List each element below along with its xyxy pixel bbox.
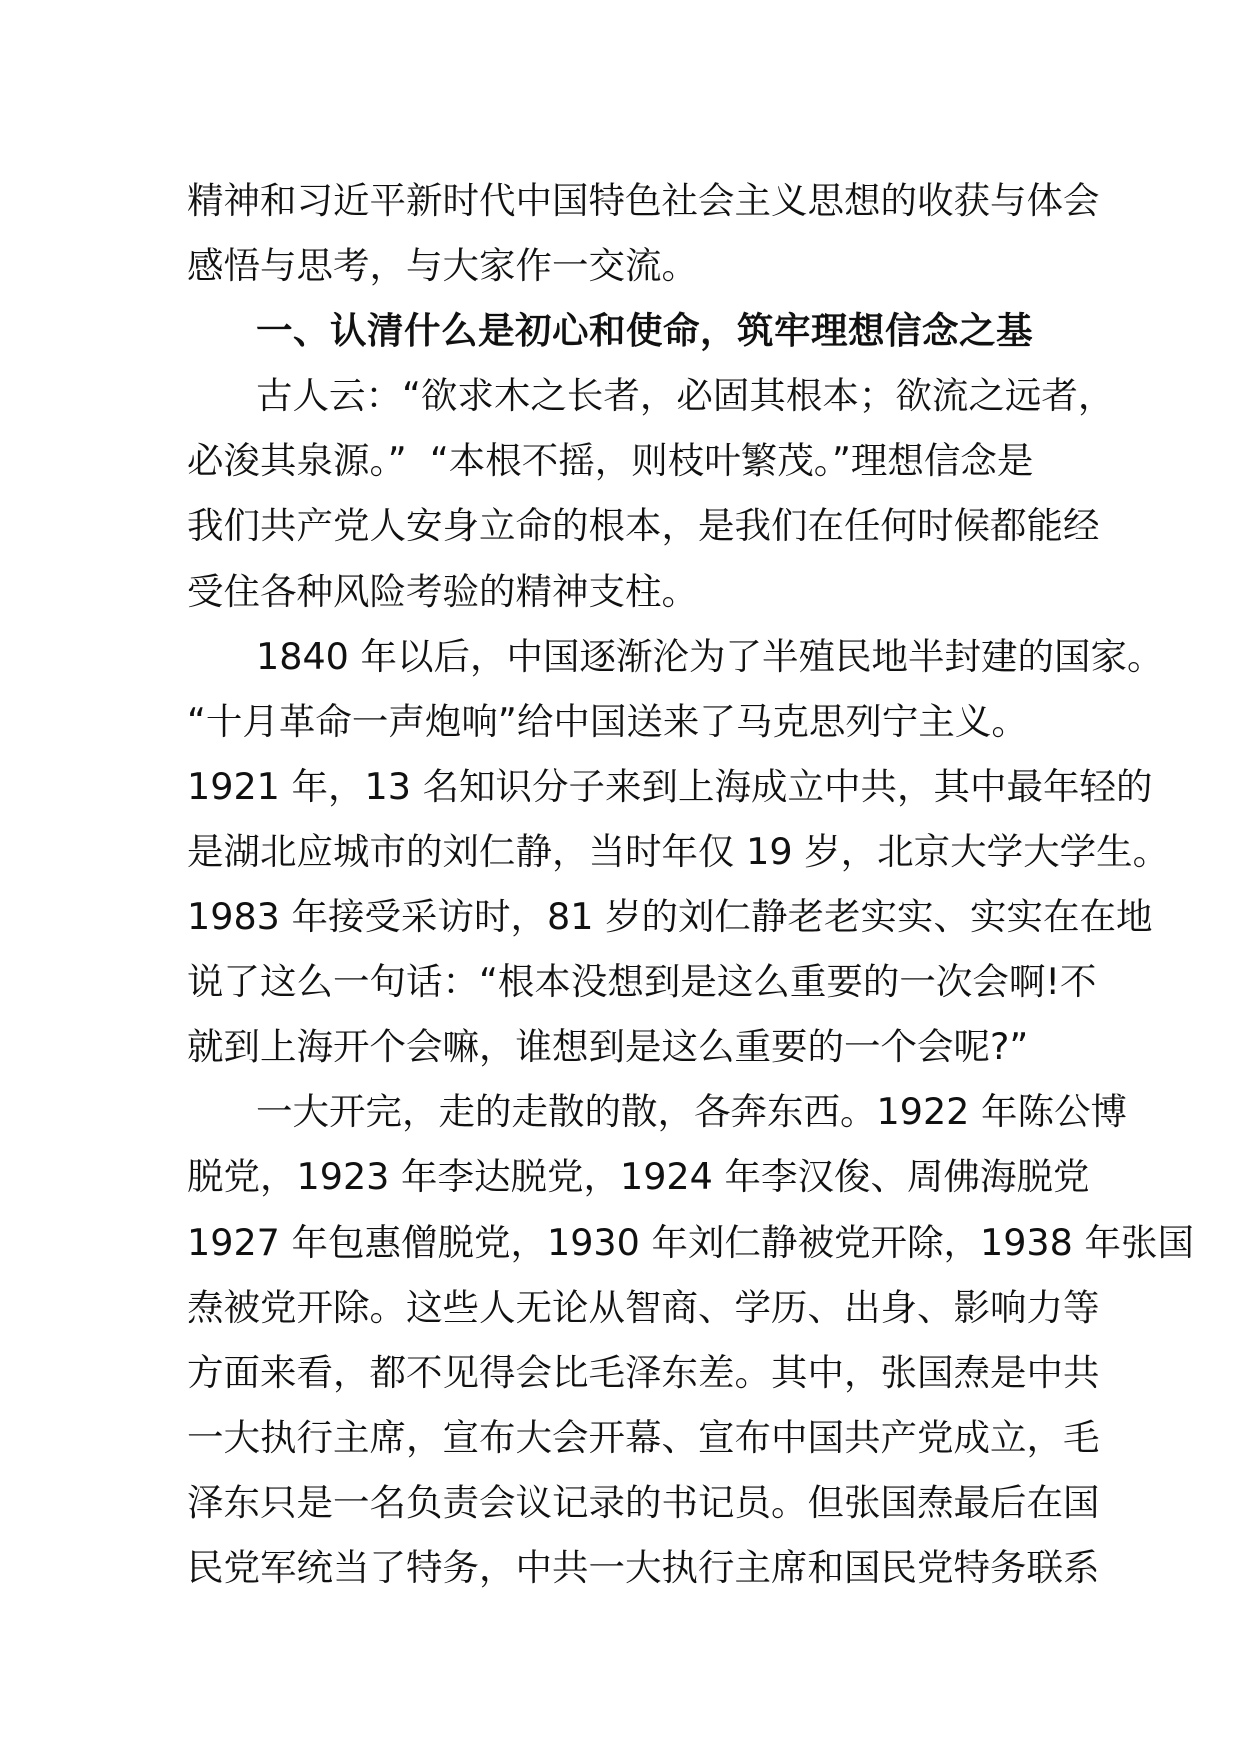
- body-line: 方面来看，都不见得会比毛泽东差。其中，张国焘是中共: [187, 1350, 1100, 1394]
- body-line: “十月革命一声炮响”给中国送来了马克思列宁主义。: [187, 699, 1028, 743]
- document-body: [187, 168, 1194, 1600]
- body-line: 焘被党开除。这些人无论从智商、学历、出身、影响力等: [187, 1285, 1100, 1329]
- body-line: 1840 年以后，中国逐渐沦为了半殖民地半封建的国家。: [256, 634, 1164, 678]
- body-line: 就到上海开个会嘛，谁想到是这么重要的一个会呢?”: [187, 1025, 1029, 1069]
- body-line: 1921 年，13 名知识分子来到上海成立中共，其中最年轻的: [187, 764, 1153, 808]
- body-line: 必浚其泉源。” “本根不摇，则枝叶繁茂。”理想信念是: [187, 439, 1034, 483]
- body-line: 感悟与思考，与大家作一交流。: [187, 244, 698, 288]
- body-line: 精神和习近平新时代中国特色社会主义思想的收获与体会: [187, 179, 1100, 222]
- body-line: 1983 年接受采访时，81 岁的刘仁静老老实实、实实在在地: [187, 895, 1153, 939]
- body-line: 一大开完，走的走散的散，各奔东西。1922 年陈公博: [256, 1090, 1127, 1134]
- body-line: 民党军统当了特务，中共一大执行主席和国民党特务联系: [187, 1545, 1100, 1589]
- body-line: 一大执行主席，宣布大会开幕、宣布中国共产党成立，毛: [187, 1415, 1100, 1459]
- body-line: 受住各种风险考验的精神支柱。: [187, 569, 698, 613]
- body-line: 泽东只是一名负责会议记录的书记员。但张国焘最后在国: [187, 1480, 1100, 1524]
- section-heading: 一、认清什么是初心和使命，筑牢理想信念之基: [256, 309, 1033, 353]
- body-line: 说了这么一句话：“根本没想到是这么重要的一次会啊!不: [187, 960, 1097, 1004]
- body-line: 1927 年包惠僧脱党，1930 年刘仁静被党开除，1938 年张国: [187, 1220, 1194, 1264]
- body-line: 我们共产党人安身立命的根本，是我们在任何时候都能经: [187, 504, 1100, 548]
- body-line: 是湖北应城市的刘仁静，当时年仅 19 岁，北京大学大学生。: [187, 829, 1170, 873]
- body-line: 脱党，1923 年李达脱党，1924 年李汉俊、周佛海脱党: [187, 1155, 1090, 1199]
- body-line: 古人云：“欲求木之长者，必固其根本；欲流之远者，: [256, 374, 1115, 418]
